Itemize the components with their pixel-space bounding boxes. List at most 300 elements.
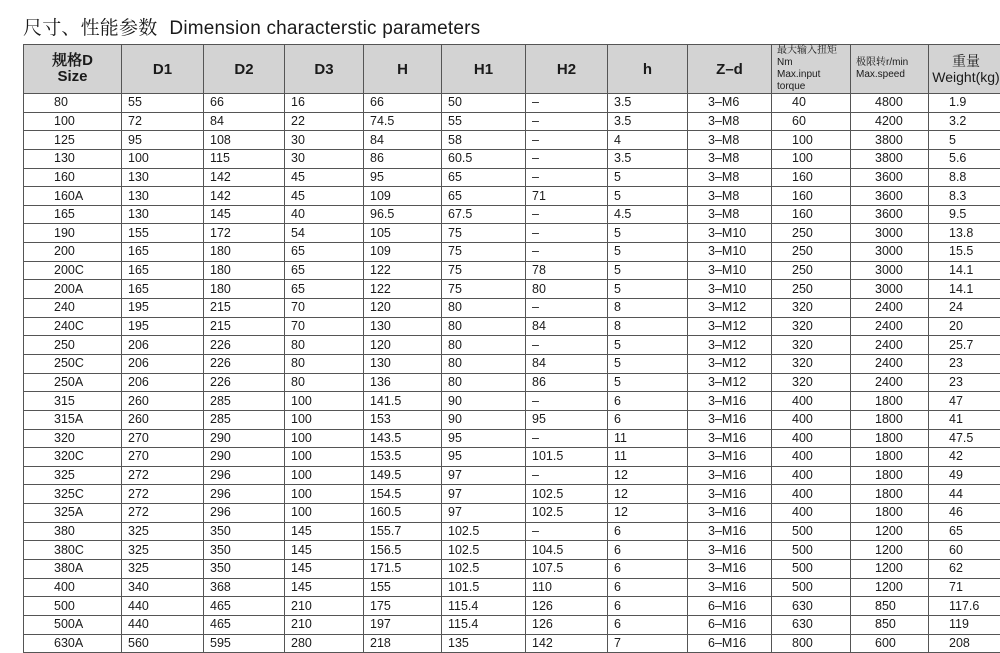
cell-d3: 80: [285, 336, 364, 355]
cell-torque: 630: [772, 615, 851, 634]
cell-d3: 70: [285, 299, 364, 318]
cell-torque: 320: [772, 299, 851, 318]
cell-h1: 80: [442, 373, 526, 392]
table-row: [24, 354, 1000, 373]
cell-zd: 3–M10: [688, 261, 772, 280]
cell-torque: 160: [772, 205, 851, 224]
cell-size: 325C: [24, 485, 122, 504]
table-row: [24, 149, 1000, 168]
cell-h-upper: 74.5: [364, 112, 442, 131]
table-row: [24, 578, 1000, 597]
cell-torque: 60: [772, 112, 851, 131]
cell-size: 250C: [24, 354, 122, 373]
cell-size: 380C: [24, 541, 122, 560]
cell-torque: 400: [772, 448, 851, 467]
cell-speed: 850: [851, 597, 929, 616]
cell-d2: 296: [204, 466, 285, 485]
cell-h-lower: 3.5: [608, 112, 688, 131]
cell-h2: 102.5: [526, 504, 608, 523]
cell-weight: 42: [929, 448, 1000, 467]
cell-h1: 50: [442, 94, 526, 113]
header-weight: [929, 45, 1000, 94]
cell-size: 160: [24, 168, 122, 187]
table-row: [24, 94, 1000, 113]
cell-h-upper: 154.5: [364, 485, 442, 504]
cell-h1: 115.4: [442, 615, 526, 634]
cell-h-upper: 160.5: [364, 504, 442, 523]
table-row: [24, 336, 1000, 355]
cell-h-upper: 130: [364, 354, 442, 373]
table-row: [24, 541, 1000, 560]
cell-h2: –: [526, 94, 608, 113]
cell-torque: 250: [772, 224, 851, 243]
cell-speed: 2400: [851, 336, 929, 355]
cell-d1: 130: [122, 187, 204, 206]
cell-speed: 2400: [851, 299, 929, 318]
cell-weight: 60: [929, 541, 1000, 560]
header-size-cn: 规格D: [52, 52, 93, 69]
cell-h-upper: 153: [364, 410, 442, 429]
cell-size: 160A: [24, 187, 122, 206]
cell-h2: –: [526, 205, 608, 224]
cell-size: 80: [24, 94, 122, 113]
cell-h2: –: [526, 429, 608, 448]
cell-speed: 3000: [851, 243, 929, 262]
cell-h1: 75: [442, 280, 526, 299]
cell-size: 200A: [24, 280, 122, 299]
cell-d3: 16: [285, 94, 364, 113]
cell-h1: 102.5: [442, 522, 526, 541]
cell-d2: 180: [204, 243, 285, 262]
cell-h-upper: 143.5: [364, 429, 442, 448]
cell-torque: 400: [772, 485, 851, 504]
cell-torque: 320: [772, 373, 851, 392]
cell-d1: 195: [122, 299, 204, 318]
cell-size: 325: [24, 466, 122, 485]
cell-h1: 90: [442, 392, 526, 411]
table-row: [24, 634, 1000, 653]
cell-speed: 850: [851, 615, 929, 634]
cell-d1: 325: [122, 541, 204, 560]
cell-torque: 320: [772, 336, 851, 355]
cell-d3: 22: [285, 112, 364, 131]
cell-h2: 78: [526, 261, 608, 280]
cell-d1: 130: [122, 205, 204, 224]
table-row: [24, 597, 1000, 616]
cell-zd: 3–M16: [688, 410, 772, 429]
cell-d2: 350: [204, 522, 285, 541]
cell-zd: 6–M16: [688, 615, 772, 634]
cell-speed: 1800: [851, 466, 929, 485]
cell-d2: 215: [204, 317, 285, 336]
cell-speed: 1200: [851, 578, 929, 597]
cell-zd: 3–M12: [688, 299, 772, 318]
cell-h2: –: [526, 243, 608, 262]
cell-size: 630A: [24, 634, 122, 653]
cell-weight: 41: [929, 410, 1000, 429]
cell-h-lower: 6: [608, 578, 688, 597]
cell-h1: 75: [442, 224, 526, 243]
cell-torque: 400: [772, 504, 851, 523]
cell-zd: 3–M8: [688, 149, 772, 168]
cell-weight: 44: [929, 485, 1000, 504]
cell-d2: 142: [204, 168, 285, 187]
cell-h1: 90: [442, 410, 526, 429]
header-d1: D1: [122, 45, 204, 94]
cell-d3: 80: [285, 373, 364, 392]
cell-d3: 145: [285, 522, 364, 541]
cell-torque: 500: [772, 578, 851, 597]
cell-size: 125: [24, 131, 122, 150]
cell-h1: 102.5: [442, 560, 526, 579]
cell-size: 315A: [24, 410, 122, 429]
table-row: [24, 410, 1000, 429]
cell-d2: 296: [204, 485, 285, 504]
cell-d1: 260: [122, 410, 204, 429]
cell-h-lower: 12: [608, 485, 688, 504]
cell-h-lower: 6: [608, 560, 688, 579]
cell-d3: 100: [285, 429, 364, 448]
cell-h-lower: 5: [608, 373, 688, 392]
header-h1: H1: [442, 45, 526, 94]
cell-h-upper: 153.5: [364, 448, 442, 467]
cell-weight: 9.5: [929, 205, 1000, 224]
cell-zd: 3–M8: [688, 131, 772, 150]
cell-h-lower: 12: [608, 504, 688, 523]
cell-weight: 23: [929, 354, 1000, 373]
cell-d2: 180: [204, 280, 285, 299]
header-torque-cn: 最大输入扭矩Nm: [777, 45, 837, 68]
cell-torque: 100: [772, 149, 851, 168]
cell-d3: 145: [285, 578, 364, 597]
cell-d2: 350: [204, 560, 285, 579]
cell-d2: 180: [204, 261, 285, 280]
title-cn: 尺寸、性能参数: [23, 18, 157, 39]
cell-speed: 600: [851, 634, 929, 653]
cell-h1: 97: [442, 504, 526, 523]
cell-h2: 107.5: [526, 560, 608, 579]
cell-torque: 400: [772, 429, 851, 448]
cell-d3: 100: [285, 410, 364, 429]
cell-d3: 210: [285, 597, 364, 616]
cell-size: 400: [24, 578, 122, 597]
header-row: [24, 45, 1000, 94]
cell-weight: 25.7: [929, 336, 1000, 355]
header-h2: H2: [526, 45, 608, 94]
cell-d3: 145: [285, 560, 364, 579]
cell-weight: 5.6: [929, 149, 1000, 168]
cell-h-lower: 12: [608, 466, 688, 485]
cell-h-upper: 175: [364, 597, 442, 616]
cell-d2: 115: [204, 149, 285, 168]
cell-d1: 325: [122, 560, 204, 579]
cell-size: 130: [24, 149, 122, 168]
cell-d2: 142: [204, 187, 285, 206]
cell-zd: 3–M8: [688, 112, 772, 131]
cell-speed: 3000: [851, 224, 929, 243]
cell-d1: 325: [122, 522, 204, 541]
table-row: [24, 317, 1000, 336]
cell-d1: 270: [122, 448, 204, 467]
cell-d2: 84: [204, 112, 285, 131]
header-size-en: Size: [57, 68, 87, 85]
table-row: [24, 280, 1000, 299]
cell-d2: 226: [204, 354, 285, 373]
cell-weight: 208: [929, 634, 1000, 653]
cell-size: 250: [24, 336, 122, 355]
cell-zd: 3–M10: [688, 243, 772, 262]
cell-weight: 65: [929, 522, 1000, 541]
cell-weight: 14.1: [929, 280, 1000, 299]
cell-h2: 101.5: [526, 448, 608, 467]
cell-d2: 368: [204, 578, 285, 597]
table-body: [24, 94, 1000, 653]
cell-h1: 75: [442, 261, 526, 280]
table-row: [24, 243, 1000, 262]
header-weight-en: Weight(kg): [932, 69, 999, 85]
table-row: [24, 560, 1000, 579]
cell-d2: 172: [204, 224, 285, 243]
cell-speed: 1200: [851, 541, 929, 560]
cell-size: 380: [24, 522, 122, 541]
cell-h-upper: 109: [364, 187, 442, 206]
cell-h1: 135: [442, 634, 526, 653]
cell-h-lower: 6: [608, 410, 688, 429]
cell-h-lower: 5: [608, 224, 688, 243]
cell-h-upper: 149.5: [364, 466, 442, 485]
header-weight-cn: 重量: [952, 53, 980, 69]
table-row: [24, 429, 1000, 448]
table-row: [24, 466, 1000, 485]
cell-d1: 206: [122, 354, 204, 373]
cell-d3: 30: [285, 149, 364, 168]
cell-d1: 165: [122, 261, 204, 280]
cell-d1: 272: [122, 466, 204, 485]
cell-h-upper: 84: [364, 131, 442, 150]
dimension-table: [23, 44, 1000, 653]
header-size: [24, 45, 122, 94]
cell-d3: 45: [285, 187, 364, 206]
cell-h2: –: [526, 112, 608, 131]
cell-h1: 80: [442, 317, 526, 336]
cell-torque: 500: [772, 522, 851, 541]
cell-h1: 95: [442, 448, 526, 467]
cell-size: 380A: [24, 560, 122, 579]
cell-weight: 24: [929, 299, 1000, 318]
cell-h2: –: [526, 466, 608, 485]
cell-weight: 47.5: [929, 429, 1000, 448]
cell-d3: 65: [285, 280, 364, 299]
cell-zd: 3–M8: [688, 187, 772, 206]
cell-zd: 3–M6: [688, 94, 772, 113]
header-torque-en: Max.input torque: [777, 69, 820, 92]
cell-d2: 285: [204, 392, 285, 411]
cell-torque: 800: [772, 634, 851, 653]
page-title: [23, 13, 480, 40]
cell-h-lower: 6: [608, 522, 688, 541]
cell-d2: 145: [204, 205, 285, 224]
cell-h1: 115.4: [442, 597, 526, 616]
cell-h2: –: [526, 149, 608, 168]
cell-size: 315: [24, 392, 122, 411]
cell-h-lower: 5: [608, 261, 688, 280]
cell-d2: 465: [204, 597, 285, 616]
cell-size: 200: [24, 243, 122, 262]
cell-zd: 3–M16: [688, 578, 772, 597]
title-en: Dimension characterstic parameters: [169, 18, 480, 39]
cell-d3: 40: [285, 205, 364, 224]
cell-torque: 500: [772, 541, 851, 560]
cell-zd: 3–M16: [688, 522, 772, 541]
cell-h2: –: [526, 522, 608, 541]
cell-h1: 65: [442, 168, 526, 187]
cell-d1: 100: [122, 149, 204, 168]
cell-h-lower: 5: [608, 168, 688, 187]
cell-d3: 210: [285, 615, 364, 634]
cell-d3: 54: [285, 224, 364, 243]
cell-speed: 1800: [851, 429, 929, 448]
cell-d3: 100: [285, 448, 364, 467]
cell-d3: 100: [285, 466, 364, 485]
table-row: [24, 522, 1000, 541]
cell-h-upper: 96.5: [364, 205, 442, 224]
cell-d3: 45: [285, 168, 364, 187]
cell-h-upper: 66: [364, 94, 442, 113]
cell-d3: 80: [285, 354, 364, 373]
cell-d3: 280: [285, 634, 364, 653]
cell-h-lower: 6: [608, 392, 688, 411]
cell-d1: 272: [122, 485, 204, 504]
cell-weight: 8.3: [929, 187, 1000, 206]
cell-h-upper: 122: [364, 280, 442, 299]
cell-d2: 215: [204, 299, 285, 318]
cell-size: 320C: [24, 448, 122, 467]
cell-h2: 71: [526, 187, 608, 206]
cell-h2: 102.5: [526, 485, 608, 504]
cell-h2: 126: [526, 615, 608, 634]
cell-weight: 1.9: [929, 94, 1000, 113]
cell-torque: 250: [772, 280, 851, 299]
cell-zd: 3–M16: [688, 466, 772, 485]
cell-h-upper: 86: [364, 149, 442, 168]
cell-h-upper: 120: [364, 336, 442, 355]
cell-h2: 84: [526, 354, 608, 373]
cell-torque: 400: [772, 410, 851, 429]
cell-zd: 6–M16: [688, 634, 772, 653]
cell-d2: 465: [204, 615, 285, 634]
cell-zd: 3–M16: [688, 448, 772, 467]
cell-d2: 290: [204, 448, 285, 467]
cell-size: 250A: [24, 373, 122, 392]
cell-h2: –: [526, 336, 608, 355]
cell-h-lower: 5: [608, 354, 688, 373]
cell-h2: 95: [526, 410, 608, 429]
cell-d2: 226: [204, 336, 285, 355]
cell-d3: 65: [285, 243, 364, 262]
cell-d1: 165: [122, 280, 204, 299]
cell-zd: 3–M16: [688, 392, 772, 411]
table-row: [24, 205, 1000, 224]
cell-torque: 100: [772, 131, 851, 150]
cell-d1: 440: [122, 597, 204, 616]
cell-weight: 15.5: [929, 243, 1000, 262]
cell-speed: 1200: [851, 522, 929, 541]
cell-d2: 226: [204, 373, 285, 392]
cell-torque: 160: [772, 168, 851, 187]
cell-torque: 250: [772, 243, 851, 262]
cell-speed: 1200: [851, 560, 929, 579]
table-row: [24, 261, 1000, 280]
cell-h-upper: 109: [364, 243, 442, 262]
cell-zd: 3–M12: [688, 354, 772, 373]
cell-h1: 101.5: [442, 578, 526, 597]
cell-d1: 155: [122, 224, 204, 243]
cell-speed: 4800: [851, 94, 929, 113]
cell-weight: 117.6: [929, 597, 1000, 616]
cell-h-lower: 8: [608, 317, 688, 336]
table-row: [24, 131, 1000, 150]
cell-d3: 30: [285, 131, 364, 150]
header-zd: Z–d: [688, 45, 772, 94]
cell-h1: 97: [442, 466, 526, 485]
cell-d2: 296: [204, 504, 285, 523]
cell-h-lower: 6: [608, 597, 688, 616]
cell-h-upper: 120: [364, 299, 442, 318]
cell-h-lower: 3.5: [608, 149, 688, 168]
cell-h-upper: 218: [364, 634, 442, 653]
cell-speed: 1800: [851, 410, 929, 429]
cell-h1: 65: [442, 187, 526, 206]
cell-weight: 47: [929, 392, 1000, 411]
cell-d3: 65: [285, 261, 364, 280]
cell-d2: 350: [204, 541, 285, 560]
cell-d1: 560: [122, 634, 204, 653]
cell-h2: 84: [526, 317, 608, 336]
cell-size: 200C: [24, 261, 122, 280]
cell-d2: 290: [204, 429, 285, 448]
cell-speed: 3800: [851, 149, 929, 168]
cell-zd: 3–M16: [688, 504, 772, 523]
cell-zd: 3–M16: [688, 429, 772, 448]
cell-speed: 3600: [851, 187, 929, 206]
cell-h1: 67.5: [442, 205, 526, 224]
cell-h-lower: 3.5: [608, 94, 688, 113]
cell-speed: 1800: [851, 485, 929, 504]
cell-speed: 1800: [851, 392, 929, 411]
cell-h2: –: [526, 131, 608, 150]
cell-d1: 270: [122, 429, 204, 448]
cell-d3: 100: [285, 392, 364, 411]
cell-d3: 100: [285, 485, 364, 504]
cell-zd: 3–M16: [688, 541, 772, 560]
cell-weight: 119: [929, 615, 1000, 634]
header-speed-en: Max.speed: [856, 69, 905, 80]
cell-h1: 80: [442, 299, 526, 318]
cell-zd: 3–M10: [688, 224, 772, 243]
cell-d3: 70: [285, 317, 364, 336]
cell-d1: 260: [122, 392, 204, 411]
cell-h-lower: 7: [608, 634, 688, 653]
cell-h-lower: 8: [608, 299, 688, 318]
cell-zd: 3–M8: [688, 168, 772, 187]
cell-zd: 3–M12: [688, 336, 772, 355]
cell-d1: 55: [122, 94, 204, 113]
cell-h1: 55: [442, 112, 526, 131]
cell-h-lower: 6: [608, 615, 688, 634]
cell-h-upper: 197: [364, 615, 442, 634]
cell-d2: 285: [204, 410, 285, 429]
cell-d2: 108: [204, 131, 285, 150]
